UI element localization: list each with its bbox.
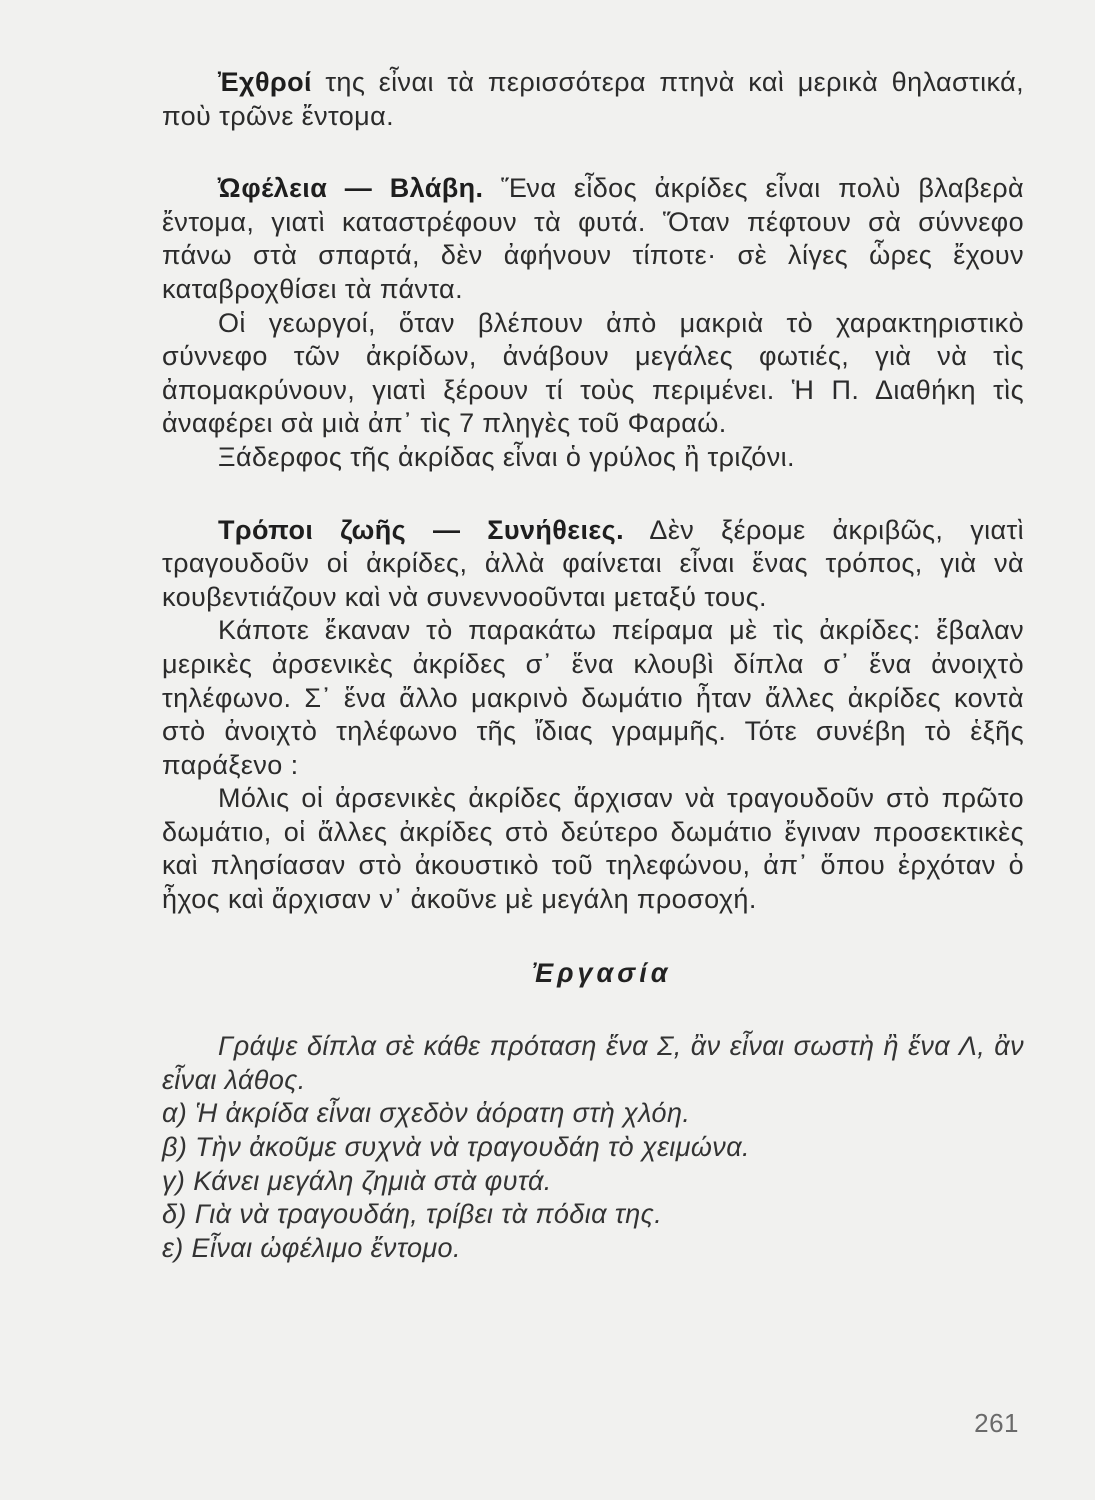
paragraph-text: της εἶναι τὰ περισσότερα πτηνὰ καὶ μερικὰ θηλαστικά, ποὺ τρῶνε ἔντομα.: [162, 67, 1024, 131]
exercise-item: γ) Κάνει μεγάλη ζημιὰ στὰ φυτά.: [162, 1165, 552, 1196]
exercise-intro: Γράψε δίπλα σὲ κάθε πρόταση ἕνα Σ, ἂν εἶναι σωστὴ ἢ ἕνα Λ, ἂν εἶναι λάθος.: [162, 1031, 1024, 1095]
paragraph-experiment: [162, 614, 1024, 782]
paragraph-text: Οἱ γεωργοί, ὅταν βλέπουν ἀπὸ μακριὰ τὸ χαρακτηριστικὸ σύννεφο τῶν ἀκρίδων, ἀνάβουν μεγάλες φωτιές, γιὰ νὰ τὶς ἀπομακρύνουν, γιατὶ ξέρουν τί τοὺς περιμένει. Ἡ Π. Διαθήκη τὶς ἀναφέρει σὰ μιὰ ἀπ᾽ τὶς 7 πληγὲς τοῦ Φαραώ.: [162, 307, 1024, 439]
paragraph-habits: [162, 514, 1024, 615]
paragraph-cricket: [162, 441, 1024, 475]
paragraph-text: Κάποτε ἔκαναν τὸ παρακάτω πείραμα μὲ τὶς ἀκρίδες: ἔβαλαν μερικὲς ἀρσενικὲς ἀκρίδες σ᾽ ἕνα κλουβὶ δίπλα σ᾽ ἕνα ἀνοιχτὸ τηλέφωνο. Σ᾽ ἕνα ἄλλο μακρινὸ δωμάτιο ἦταν ἄλλες ἀκρίδες κοντὰ στὸ ἀνοιχτὸ τηλέφωνο τῆς ἴδιας γραμμῆς. Τότε συνέβη τὸ ἑξῆς παράξενο :: [162, 615, 1024, 780]
exercise-title: Ἐργασία: [532, 957, 672, 988]
exercise-item: α) Ἡ ἀκρίδα εἶναι σχεδὸν ἀόρατη στὴ χλόη.: [162, 1098, 691, 1129]
paragraph-text: Δὲν ξέρομε ἀκριβῶς, γιατὶ τραγουδοῦν οἱ ἀκρίδες, ἀλλὰ φαίνεται εἶναι ἕνας τρόπος, γιὰ νὰ κουβεντιάζουν καὶ νὰ συνεννοοῦνται μεταξύ τους.: [162, 514, 1024, 612]
exercise-item: ε) Εἶναι ὠφέλιμο ἔντομο.: [162, 1232, 461, 1263]
page-number: 261: [974, 1408, 1019, 1438]
exercise-block: [162, 1030, 1024, 1265]
exercise-item: β) Τὴν ἀκοῦμε συχνὰ νὰ τραγουδάη τὸ χειμώνα.: [162, 1132, 750, 1163]
paragraph-lead: Ἐχθροί: [218, 67, 312, 97]
exercise-item: δ) Γιὰ νὰ τραγουδάη, τρίβει τὰ πόδια της.: [162, 1199, 663, 1230]
body-text: [162, 66, 1024, 1265]
paragraph-text: Μόλις οἱ ἀρσενικὲς ἀκρίδες ἄρχισαν νὰ τραγουδοῦν στὸ πρῶτο δωμάτιο, οἱ ἄλλες ἀκρίδες στὸ δεύτερο δωμάτιο ἔγιναν προσεκτικὲς καὶ πλησίασαν στὸ ἀκουστικὸ τοῦ τηλεφώνου, ἀπ᾽ ὅπου ἐρχόταν ὁ ἦχος καὶ ἄρχισαν ν᾽ ἀκοῦνε μὲ μεγάλη προσοχή.: [162, 783, 1024, 915]
paragraph-farmers: [162, 307, 1024, 441]
paragraph-benefit-harm: [162, 172, 1024, 306]
paragraph-lead: Τρόποι ζωῆς — Συνήθειες.: [218, 514, 624, 545]
paragraph-text: Ἕνα εἶδος ἀκρίδες εἶναι πολὺ βλαβερὰ ἔντομα, γιατὶ καταστρέφουν τὰ φυτά. Ὅταν πέφτουν σὰ σύννεφο πάνω στὰ σπαρτά, δὲν ἀφήνουν τίποτε· σὲ λίγες ὧρες ἔχουν καταβροχθίσει τὰ πάντα.: [162, 173, 1024, 304]
paragraph-text: Ξάδερφος τῆς ἀκρίδας εἶναι ὁ γρύλος ἢ τριζόνι.: [218, 441, 795, 472]
paragraph-enemies: [162, 66, 1024, 133]
paragraph-lead: Ὠφέλεια — Βλάβη.: [218, 173, 484, 204]
paragraph-result: [162, 782, 1024, 916]
